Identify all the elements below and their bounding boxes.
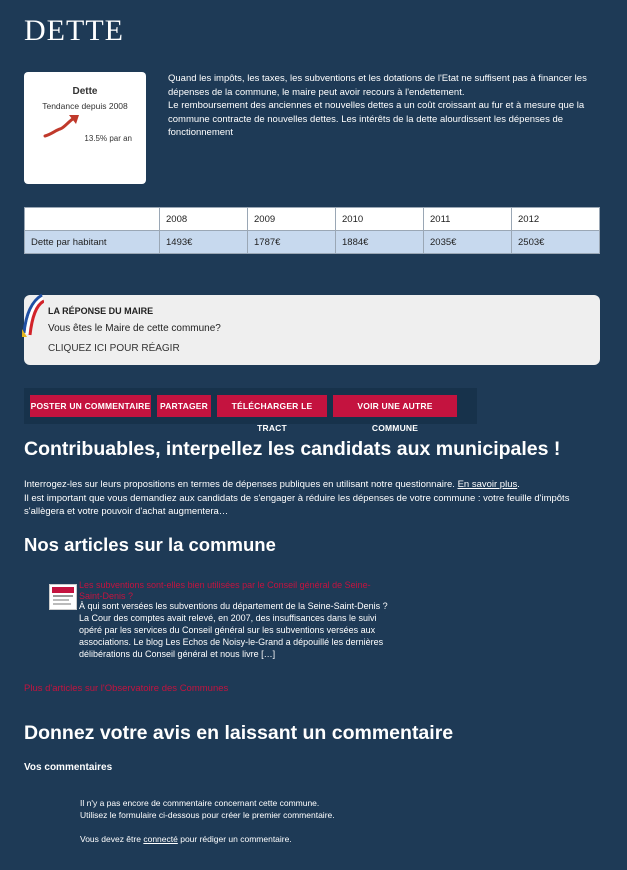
more-articles-link[interactable]: Plus d'articles sur l'Observatoire des Communes (24, 683, 229, 694)
contribuables-text-1: Interrogez-les sur leurs propositions en termes de dépenses publiques en utilisant notre questionnaire. (24, 479, 455, 490)
intro-paragraph-2: Le remboursement des anciennes et nouvelles dettes a un coût croissant au fur et à mesure que la commune contracte de nouvelles dettes. Les intérêts de la dette alourdissent les dépenses de fonctionnement (168, 100, 585, 138)
debt-per-inhabitant-table (24, 207, 600, 254)
table-row-label: Dette par habitant (25, 231, 160, 254)
debt-trend-card (24, 72, 146, 184)
trend-card-subtitle: Tendance depuis 2008 (42, 101, 128, 111)
share-button[interactable]: PARTAGER (157, 395, 211, 417)
mayor-response-box (24, 295, 600, 365)
page-title: DETTE (24, 14, 124, 47)
table-header-cell: 2008 (160, 208, 248, 231)
table-header-cell: 2010 (336, 208, 424, 231)
article-image-icon (50, 585, 76, 609)
table-cell: 1787€ (248, 231, 336, 254)
mayor-response-title: LA RÉPONSE DU MAIRE (48, 306, 154, 316)
trend-card-title: Dette (72, 86, 98, 97)
table-header-cell: 2009 (248, 208, 336, 231)
articles-heading: Nos articles sur la commune (24, 534, 276, 555)
table-row (25, 231, 600, 254)
contribuables-text: Interrogez-les sur leurs propositions en termes de dépenses publiques en utilisant notre questionnaire. En savoir plus. Il est important que vous demandiez aux candidats de s'engager à réduire les dépenses de votre commune : votre feuille d'impôts s'allègera et votre pouvoir d'achat augmentera… (24, 479, 570, 517)
table-header-cell (25, 208, 160, 231)
download-tract-button[interactable]: TÉLÉCHARGER LE TRACT (217, 395, 327, 417)
comments-subheading: Vos commentaires (24, 762, 113, 773)
login-suffix: pour rédiger un commentaire. (180, 834, 292, 844)
contribuables-heading: Contribuables, interpellez les candidats aux municipales ! (24, 438, 561, 460)
login-link[interactable]: connecté (143, 834, 178, 844)
action-bar (24, 388, 477, 433)
table-cell: 2503€ (512, 231, 600, 254)
table-header-row (25, 208, 600, 231)
table-cell: 2035€ (424, 231, 512, 254)
post-comment-button[interactable]: POSTER UN COMMENTAIRE (30, 395, 151, 417)
no-comment-line-2: Utilisez le formulaire ci-dessous pour créer le premier commentaire. (80, 810, 335, 820)
table-header-cell: 2012 (512, 208, 600, 231)
comments-heading: Donnez votre avis en laissant un commentaire (24, 722, 454, 744)
table-header-cell: 2011 (424, 208, 512, 231)
other-commune-button[interactable]: VOIR UNE AUTRE COMMUNE (333, 395, 457, 417)
login-prefix: Vous devez être (80, 834, 141, 844)
no-comment-notice (80, 797, 480, 845)
intro-paragraph-1: Quand les impôts, les taxes, les subventions et les dotations de l'Etat ne suffisent pas à financer les dépenses de la commune, le maire peut avoir recours à l'endettement. (168, 73, 587, 98)
french-flag-ribbon-icon (22, 293, 44, 337)
no-comment-line-1: Il n'y a pas encore de commentaire concernant cette commune. (80, 798, 320, 808)
table-cell: 1884€ (336, 231, 424, 254)
article-thumbnail[interactable] (49, 584, 77, 610)
article-excerpt: À qui sont versées les subventions du département de la Seine-Saint-Denis ? La Cour des comptes avait relevé, en 2007, des insuffisances dans le suivi opéré par les services du Conseil général sur les subventions versées aux associations. Le blog Les Echos de Noisy-le-Grand a dépouillé les dernières délibérations du Conseil général et nous livre […] (79, 601, 388, 659)
table-cell: 1493€ (160, 231, 248, 254)
trend-card-rate: 13.5% par an (84, 134, 132, 143)
intro-text (168, 72, 600, 140)
mayor-react-link[interactable]: CLIQUEZ ICI POUR RÉAGIR (48, 343, 180, 354)
mayor-question: Vous êtes le Maire de cette commune? (48, 323, 221, 334)
learn-more-link[interactable]: En savoir plus (457, 479, 518, 490)
login-notice (80, 833, 480, 845)
article-title-link[interactable]: Les subventions sont-elles bien utilisées par le Conseil général de Seine-Saint-Denis ? (79, 580, 371, 601)
trend-up-arrow-icon (42, 112, 82, 140)
contribuables-text-2: Il est important que vous demandiez aux candidats de s'engager à réduire les dépenses de votre commune : votre feuille d'impôts s'allègera et votre pouvoir d'achat augmentera… (24, 492, 570, 517)
